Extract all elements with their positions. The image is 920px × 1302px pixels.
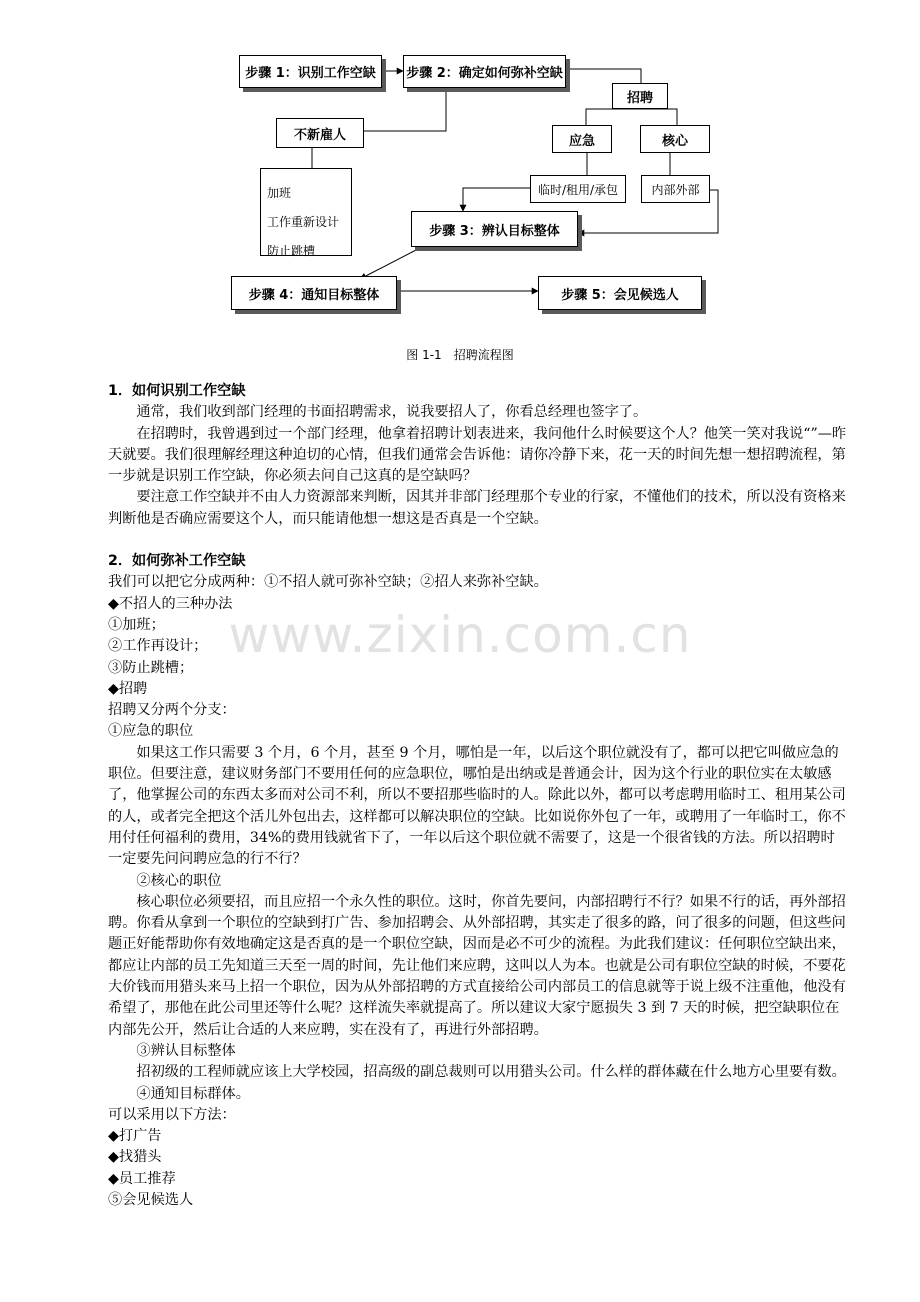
step5-box	[538, 276, 702, 310]
figure-caption: 图 1-1 招聘流程图	[406, 348, 514, 362]
step2-label: 步骤 2：确定如何弥补空缺	[406, 66, 563, 81]
arrow-step3-to-step4	[360, 249, 418, 279]
line-step2-to-recruit	[566, 69, 641, 83]
no-hire-label: 不新雇人	[293, 127, 346, 143]
section1-paragraph-2: 在招聘时，我曾遇到过一个部门经理，他拿着招聘计划表进来，我问他什么时候要这个人？他笑一笑对我说“”—昨天就要。我们很理解经理这种迫切的心情，但我们通常会告诉他：请你冷静下来，花一天的时间先想一想招聘流程，第一步就是识别工作空缺，你必须去问自己这真的是空缺吗？	[108, 425, 847, 485]
interview-title: ⑤会见候选人	[108, 1191, 194, 1208]
line-recruit-branches	[586, 109, 677, 125]
internal-external-box	[641, 175, 710, 203]
watermark: www.zixin.com.cn	[228, 606, 692, 664]
temp-box	[530, 175, 626, 203]
section1-heading: 1．如何识别工作空缺	[108, 383, 246, 399]
step1-box	[239, 55, 382, 88]
emergency-position-title: ①应急的职位	[108, 723, 194, 740]
step4-label: 步骤 4：通知目标整体	[248, 287, 380, 303]
method-overtime: ①加班；	[108, 616, 165, 633]
no-hire-options-box	[260, 168, 352, 256]
option-retention: 防止跳槽	[267, 244, 316, 258]
methods-intro: 可以采用以下方法：	[108, 1106, 236, 1123]
core-label: 核心	[661, 133, 688, 149]
identify-target-paragraph: 招初级的工程师就应该上大学校园，招高级的副总裁则可以用猎头公司。什么样的群体藏在什么地方心里要有数。	[136, 1064, 846, 1081]
core-position-paragraph: 核心职位必须要招，而且应招一个永久性的职位。这时，你首先要问，内部招聘行不行？如果不行的话，再外部招聘。你看从拿到一个职位的空缺到打广告、参加招聘会、从外部招聘，其实走了很多的路，问了很多的问题，但这些问题正好能帮助你有效地确定这是否真的是一个职位空缺，因而是必不可少的流程。为此我们建议：任何职位空缺出来，都应让内部的员工先知道三天至一周的时间，先让他们来应聘，这叫以人为本。也就是公司有职位空缺的时候，不要花大价钱而用猎头来马上招一个职位，因为从外部招聘的方式直接给公司内部员工的信息就等于说上级不注重他，他没有希望了，那他在此公司里还等什么呢？这样流失率就提高了。所以建议大家宁愿损失 3 到 7 天的时候，把空缺职位在内部先公开，然后让合适的人来应聘，实在没有了，再进行外部招聘。	[108, 893, 846, 1038]
notify-target-title: ④通知目标群体。	[136, 1085, 250, 1102]
method-referral: ◆员工推荐	[108, 1170, 176, 1187]
method-headhunter: ◆找猎头	[108, 1149, 162, 1166]
identify-target-title: ③辨认目标整体	[136, 1042, 236, 1059]
line-step2-to-nohire	[364, 89, 446, 131]
arrow-temp-to-step3	[463, 188, 530, 211]
emergency-label: 应急	[568, 133, 595, 149]
step4-box	[231, 276, 397, 310]
recruit-branches: 招聘又分两个分支：	[108, 702, 236, 719]
emergency-box	[552, 125, 612, 153]
section2-intro: 我们可以把它分成两种：①不招人就可弥补空缺；②招人来弥补空缺。	[108, 574, 548, 591]
step3-box	[411, 211, 578, 247]
option-redesign: 工作重新设计	[267, 215, 340, 229]
core-position-title: ②核心的职位	[136, 872, 222, 889]
flowchart-connectors	[0, 0, 920, 340]
recruit-title: ◆招聘	[108, 680, 148, 697]
recruitment-flowchart	[0, 0, 920, 340]
core-box	[640, 125, 710, 153]
recruit-label: 招聘	[626, 90, 653, 106]
temp-label: 临时/租用/承包	[537, 182, 619, 197]
section1-paragraph-1: 通常，我们收到部门经理的书面招聘需求，说我要招人了，你看总经理也签字了。	[136, 404, 648, 421]
section1-paragraph-3: 要注意工作空缺并不由人力资源部来判断，因其并非部门经理那个专业的行家，不懂他们的技术，所以没有资格来判断他是否确应需要这个人，而只能请他想一想这是否真是一个空缺。	[108, 489, 846, 527]
internal-external-label: 内部外部	[651, 182, 700, 197]
method-redesign: ②工作再设计；	[108, 638, 208, 655]
section2-heading: 2．如何弥补工作空缺	[108, 553, 246, 570]
step1-label: 步骤 1：识别工作空缺	[245, 66, 376, 81]
recruit-box	[612, 83, 668, 109]
method-retention: ③防止跳槽；	[108, 659, 194, 676]
emergency-position-paragraph: 如果这工作只需要 3 个月，6 个月，甚至 9 个月，哪怕是一年，以后这个职位就没有了，都可以把它叫做应急的职位。但要注意，建议财务部门不要用任何的应急职位，哪怕是出纳或是普通会计，因为这个行业的职位实在太敏感了，他掌握公司的东西太多而对公司不利，所以不要招那些临时的人。除此以外，都可以考虑聘用临时工、租用某公司的人，或者完全把这个活儿外包出去，这样都可以解决职位的空缺。比如说你外包了一年，或聘用了一年临时工，你不用付任何福利的费用，34%的费用钱就省下了，一年以后这个职位就不需要了，这是一个很省钱的方法。所以招聘时一定要先问问聘应急的行不行？	[108, 744, 846, 868]
article-body	[108, 381, 848, 1211]
step5-label: 步骤 5：会见候选人	[561, 287, 679, 303]
no-hire-methods-title: ◆不招人的三种办法	[108, 595, 233, 612]
method-advertise: ◆打广告	[108, 1128, 162, 1145]
step3-label: 步骤 3：辨认目标整体	[429, 223, 560, 239]
step2-box	[403, 55, 566, 88]
section-spacer	[108, 530, 848, 551]
no-hire-box	[276, 118, 364, 148]
option-overtime: 加班	[267, 186, 292, 200]
